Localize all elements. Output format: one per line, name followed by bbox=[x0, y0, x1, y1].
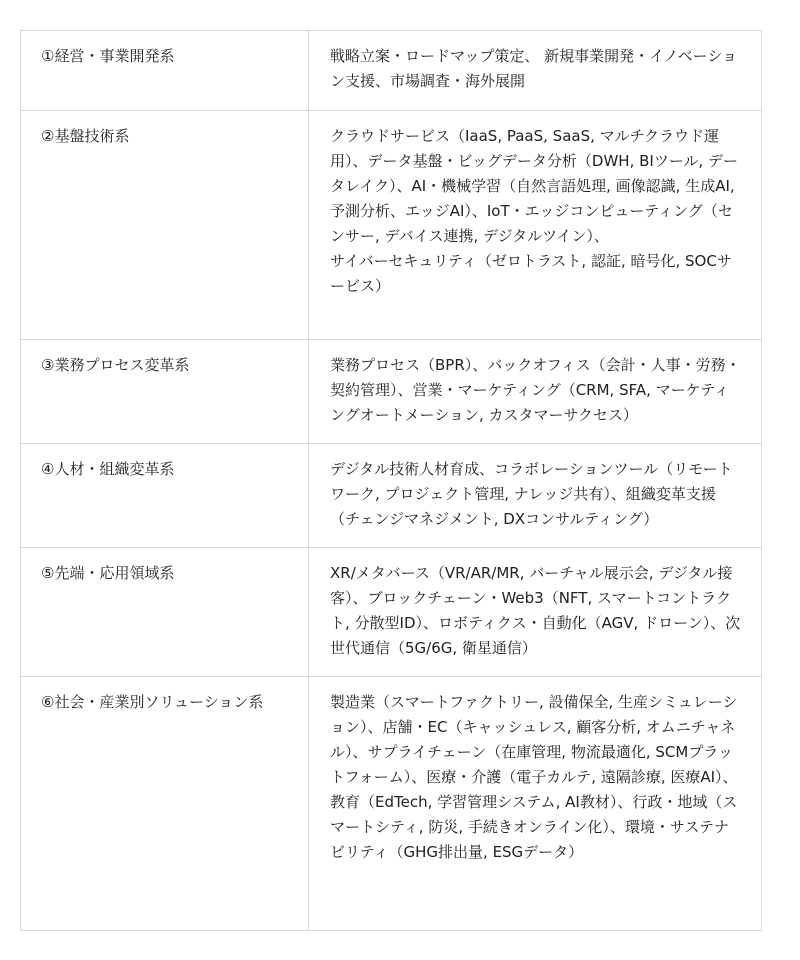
table-row bbox=[21, 111, 762, 340]
description-cell bbox=[309, 548, 762, 677]
description-cell bbox=[309, 677, 762, 931]
category-cell: ⑤先端・応用領域系 bbox=[21, 548, 309, 677]
description-text: クラウドサービス（IaaS, PaaS, SaaS, マルチクラウド運用）、データ基盤・ビッグデータ分析（DWH, BIツール, データレイク）、AI・機械学習（自然言語処理, 画像認識, 生成AI, 予測分析、エッジAI）、IoT・エッジコンピューティング（センサー, デバイス連携, デジタルツイン）、 サイバーセキュリティ（ゼロトラスト, 認証, 暗号化, SOCサービス） bbox=[330, 127, 739, 295]
solution-category-table bbox=[20, 30, 762, 931]
category-cell: ①経営・事業開発系 bbox=[21, 31, 309, 111]
description-text: XR/メタバース（VR/AR/MR, バーチャル展示会, デジタル接客）、ブロックチェーン・Web3（NFT, スマートコントラクト, 分散型ID）、ロボティクス・自動化（AGV, ドローン）、次世代通信（5G/6G, 衛星通信） bbox=[330, 564, 741, 657]
description-text: デジタル技術人材育成、コラボレーションツール（リモートワーク, プロジェクト管理, ナレッジ共有）、組織変革支援（チェンジマネジメント, DXコンサルティング） bbox=[330, 460, 733, 528]
category-cell: ②基盤技術系 bbox=[21, 111, 309, 340]
description-text: 製造業（スマートファクトリー, 設備保全, 生産シミュレーション）、店舗・EC（キャッシュレス, 顧客分析, オムニチャネル）、サプライチェーン（在庫管理, 物流最適化, SCMプラットフォーム）、医療・介護（電子カルテ, 遠隔診療, 医療AI）、教育（EdTech, 学習管理システム, AI教材）、行政・地域（スマートシティ, 防災, 手続きオンライン化）、環境・サステナビリティ（GHG排出量, ESGデータ） bbox=[330, 693, 738, 861]
description-cell bbox=[309, 111, 762, 340]
table-row bbox=[21, 444, 762, 548]
category-cell: ⑥社会・産業別ソリューション系 bbox=[21, 677, 309, 931]
table-row bbox=[21, 340, 762, 444]
description-text: 戦略立案・ロードマップ策定、 新規事業開発・イノベーション支援、市場調査・海外展開 bbox=[330, 47, 738, 90]
table-row bbox=[21, 548, 762, 677]
description-text: 業務プロセス（BPR）、バックオフィス（会計・人事・労務・契約管理）、営業・マーケティング（CRM, SFA, マーケティングオートメーション, カスタマーサクセス） bbox=[330, 356, 741, 424]
category-cell: ④人材・組織変革系 bbox=[21, 444, 309, 548]
category-cell: ③業務プロセス変革系 bbox=[21, 340, 309, 444]
table-row bbox=[21, 677, 762, 931]
description-cell bbox=[309, 444, 762, 548]
description-cell bbox=[309, 31, 762, 111]
description-cell bbox=[309, 340, 762, 444]
table-row bbox=[21, 31, 762, 111]
